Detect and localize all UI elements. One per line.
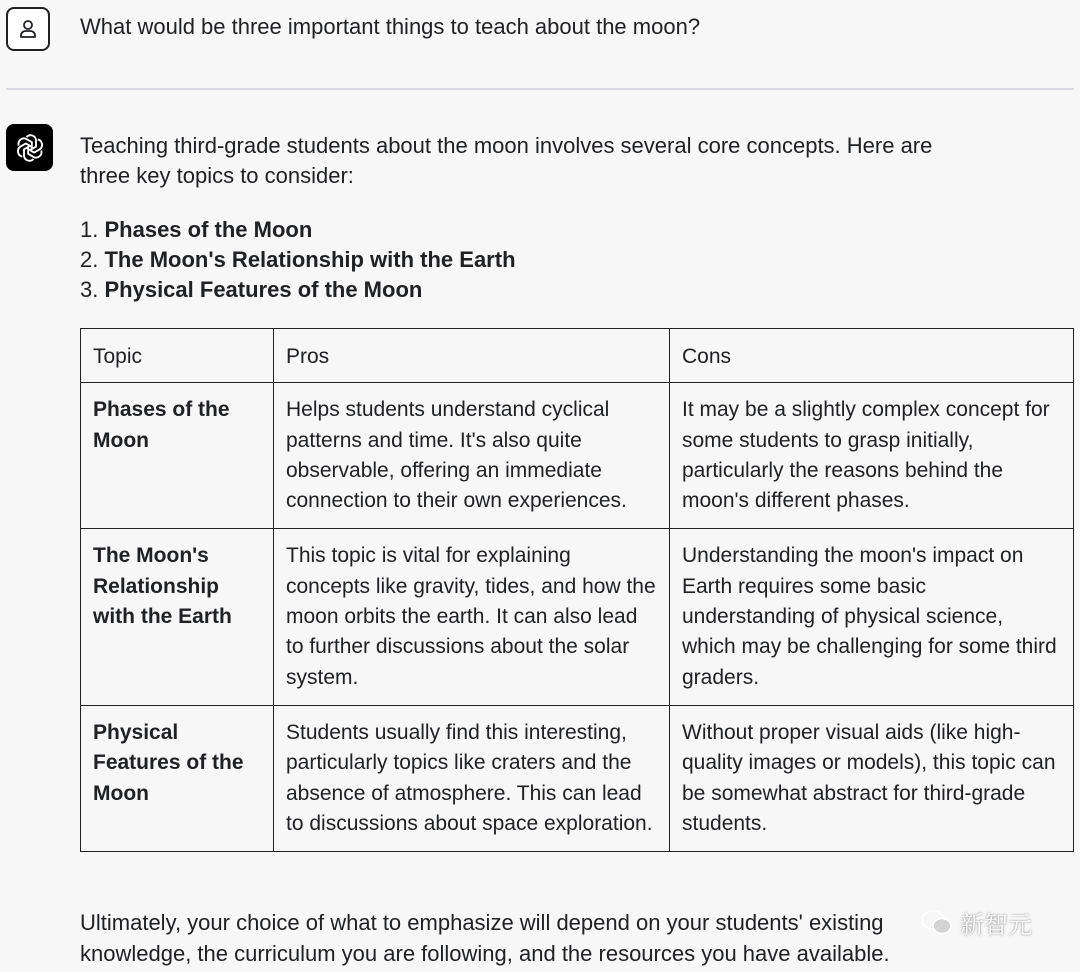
cell-pros: Helps students understand cyclical patterns and time. It's also quite observable, offering an immediate connection to their own experiences. [274, 383, 670, 529]
watermark [920, 905, 1032, 940]
header-cons: Cons [670, 329, 1074, 383]
message-divider [6, 88, 1074, 90]
table-row [81, 529, 1074, 705]
cell-topic: Phases of the Moon [81, 383, 274, 529]
list-number: 3. [80, 277, 99, 302]
list-item [80, 215, 516, 245]
cell-topic: Physical Features of the Moon [81, 705, 274, 851]
list-item-label: Physical Features of the Moon [104, 277, 423, 302]
assistant-conclusion: Ultimately, your choice of what to emphasize will depend on your students' existing knowledge, the curriculum you are following, and the resources you have available. [80, 910, 890, 966]
cell-cons: Understanding the moon's impact on Earth requires some basic understanding of physical science, which may be challenging for some third graders. [670, 529, 1074, 705]
openai-logo-icon [14, 132, 46, 164]
list-number: 1. [80, 217, 99, 242]
user-question: What would be three important things to teach about the moon? [80, 14, 701, 39]
header-pros: Pros [274, 329, 670, 383]
cell-cons: It may be a slightly complex concept for some students to grasp initially, particularly the reasons behind the moon's different phases. [670, 383, 1074, 529]
list-item-label: Phases of the Moon [104, 217, 313, 242]
cell-cons: Without proper visual aids (like high-quality images or models), this topic can be somewhat abstract for third-grade students. [670, 705, 1074, 851]
user-icon [16, 17, 40, 41]
list-item [80, 275, 516, 305]
cell-pros: This topic is vital for explaining concepts like gravity, tides, and how the moon orbits the earth. It can also lead to further discussions about the solar system. [274, 529, 670, 705]
table-row [81, 705, 1074, 851]
header-topic: Topic [81, 329, 274, 383]
list-number: 2. [80, 247, 99, 272]
wechat-icon [920, 908, 954, 938]
watermark-text: 新智元 [960, 912, 1032, 939]
cell-topic: The Moon's Relationship with the Earth [81, 529, 274, 705]
topic-list [80, 215, 516, 305]
assistant-avatar [6, 124, 53, 171]
cell-pros: Students usually find this interesting, particularly topics like craters and the absence of atmosphere. This can lead to discussions about space exploration. [274, 705, 670, 851]
pros-cons-table [80, 328, 1074, 852]
list-item [80, 245, 516, 275]
user-avatar [6, 7, 50, 51]
list-item-label: The Moon's Relationship with the Earth [104, 247, 516, 272]
table-header-row [81, 329, 1074, 383]
table-row [81, 383, 1074, 529]
user-message [0, 0, 1080, 88]
assistant-intro: Teaching third-grade students about the moon involves several core concepts. Here are three key topics to consider: [80, 133, 933, 188]
